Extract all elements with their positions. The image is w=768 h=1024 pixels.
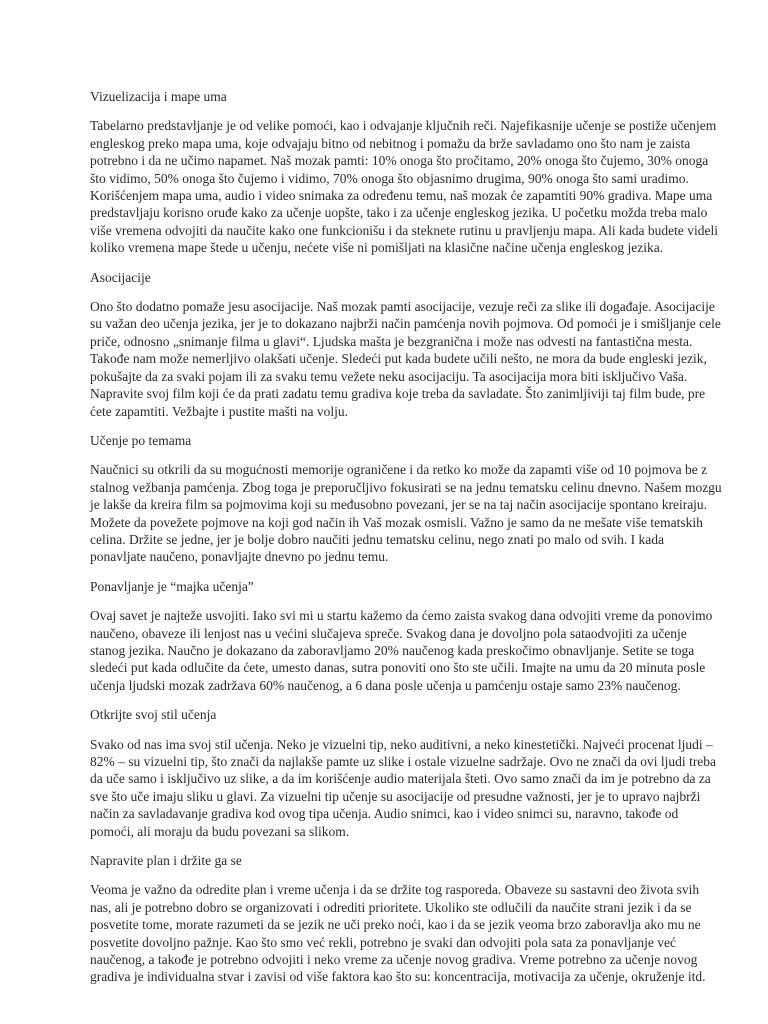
section-paragraph bbox=[90, 461, 722, 565]
paragraph-line: stanog jezika. Naučno je dokazano da zaboravljamo 20% naučenog kada preskočimo obnavljanje. Setite se toga bbox=[90, 642, 695, 658]
paragraph-line: Tabelarno predstavljanje je od velike pomoći, kao i odvajanje ključnih reči. Najefikasnije učenje se postiže učenjem bbox=[90, 118, 717, 134]
paragraph-line: Veoma je važno da odredite plan i vreme učenja i da se držite tog rasporeda. Obaveze su sastavni deo života svih bbox=[90, 882, 700, 898]
paragraph-line: posvetite tome, morate razumeti da se jezik ne uči preko noći, kao i da se jezik veoma brzo zaboravlja ako mu ne bbox=[90, 917, 701, 933]
paragraph-line: Takođe nam može nemerljivo olakšati učenje. Sledeći put kada budete učili nešto, ne mora da bude engleski jezik, bbox=[90, 351, 707, 367]
section-heading: Učenje po temama bbox=[90, 432, 192, 448]
section-heading: Vizuelizacija i mape uma bbox=[90, 89, 227, 104]
section-paragraph bbox=[90, 298, 721, 420]
paragraph-line: Napravite svoj film koji će da prati zadatu temu gradiva koje treba da savladate. Što zanimljiviji taj film bude, pre bbox=[90, 386, 706, 402]
section-heading: Ponavljanje je “majka učenja” bbox=[90, 578, 254, 594]
section-heading: Otkrijte svoj stil učenja bbox=[90, 707, 217, 723]
paragraph-line: što vidimo, 50% onoga što čujemo i vidimo, 70% onoga što objasnimo drugima, 90% onoga što sami uradimo. bbox=[90, 170, 689, 186]
paragraph-line: učenja ljudski mozak zadržava 60% naučenog, a 6 dana posle učenja u pamćenju ostaje samo 23% naučenog. bbox=[90, 677, 681, 693]
paragraph-line: više vremena odvojiti da naučite kako one funkcionišu i da steknete rutinu u pravljenju mapa. Ali kada budete videli bbox=[90, 222, 718, 238]
paragraph-line: koliko vremena mape štede u učenju, nećete više ni pomišljati na klasične načine učenja engleskog jezika. bbox=[90, 240, 664, 256]
paragraph-line: Naučnici su otkrili da su mogućnosti memorije ograničene i da retko ko može da zapamti više od 10 pojmova be z bbox=[90, 462, 708, 478]
paragraph-line: naučenog, a takođe je potrebno odvojiti i neko vreme za učenje novog gradiva. Vreme potrebno za učenje novog bbox=[90, 952, 698, 968]
paragraph-line: pokušajte da za svaki pojam ili za svaku temu vežete neku asocijaciju. Ta asocijacija mora biti isključivo Vaša. bbox=[90, 368, 688, 384]
paragraph-line: Svako od nas ima svoj stil učenja. Neko je vizuelni tip, neko auditivni, a neko kinestetički. Najveći procenat ljudi – bbox=[90, 736, 713, 752]
paragraph-line: Ono što dodatno pomaže jesu asocijacije. Naš mozak pamti asocijacije, vezuje reči za slike ili događaje. Asocijacije bbox=[90, 299, 715, 315]
section-heading: Asocijacije bbox=[90, 269, 151, 285]
paragraph-line: Ovaj savet je najteže usvojiti. Iako svi mi u startu kažemo da ćemo zaista svakog dana odvojiti vreme da ponovimo bbox=[90, 608, 713, 624]
paragraph-line: sve što uče imaju sliku u glavi. Za vizuelni tip učenje su asocijacije od presudne važnosti, jer je to upravo najbrži bbox=[90, 788, 701, 804]
paragraph-line: nas, ali je potrebno dobro se organizovati i odrediti prioritete. Ukoliko ste odlučili da naučite strani jezik i da se bbox=[90, 899, 692, 915]
paragraph-line: ćete zapamtiti. Vežbajte i pustite mašti na volju. bbox=[90, 403, 349, 419]
document-page bbox=[90, 88, 722, 998]
paragraph-line: gradiva je individualna stvar i zavisi od više faktora kao što su: koncentracija, motivacija za učenje, okruženje itd. bbox=[90, 969, 706, 985]
paragraph-line: engleskog preko mapa uma, koje odvajaju bitno od nebitnog i pomažu da brže savladamo ono što nam je zaista bbox=[90, 135, 691, 151]
paragraph-line: je lakše da kreira film sa pojmovima koji su međusobno povezani, jer se na taj način asocijacije spontano kreiraju. bbox=[90, 497, 708, 513]
paragraph-line: ponavljate naučeno, ponavljajte dnevno po jednu temu. bbox=[90, 549, 389, 565]
section-paragraph bbox=[90, 117, 718, 256]
paragraph-line: da uče samo i isključivo uz slike, a da im korišćenje audio materijala šteti. Ovo samo znači da im je potrebno da za bbox=[90, 771, 711, 787]
paragraph-line: 82% – su vizuelni tip, što znači da najlakše pamte uz slike i ostale vizuelne sadržaje. Ovo ne znači da ovi ljudi treba bbox=[90, 754, 717, 769]
paragraph-line: stalnog vežbanja pamćenja. Zbog toga je preporučljivo fokusirati se na jednu tematsku celinu dnevno. Našem mozgu bbox=[90, 479, 722, 495]
paragraph-line: potrebno i da ne učimo napamet. Naš mozak pamti: 10% onoga što pročitamo, 20% onoga što čujemo, 30% onoga bbox=[90, 153, 709, 169]
section-heading: Napravite plan i držite ga se bbox=[90, 853, 242, 869]
paragraph-line: Možete da povežete pojmove na koji god način ih Vaš mozak osmisli. Važno je samo da ne mešate više tematskih bbox=[90, 514, 703, 530]
paragraph-line: celina. Držite se jedne, jer je bolje dobro naučiti jednu tematsku celinu, nego znati po malo od svih. I kada bbox=[90, 531, 664, 547]
paragraph-line: sledeći put kada odlučite da ćete, umesto danas, sutra ponoviti ono što ste učili. Imajte na umu da 20 minuta posle bbox=[90, 660, 706, 676]
section-paragraph bbox=[90, 607, 713, 694]
section-paragraph bbox=[90, 736, 717, 840]
paragraph-line: Korišćenjem mapa uma, audio i video snimaka za određenu temu, naš mozak će zapamtiti 90% gradiva. Mape uma bbox=[90, 188, 713, 204]
paragraph-line: pomoći, ali moraju da budu povezani sa slikom. bbox=[90, 823, 350, 839]
paragraph-line: su važan deo učenja jezika, jer je to dokazano najbrži način pamćenja novih pojmova. Od pomoći je i smišljanje cele bbox=[90, 316, 721, 332]
section-paragraph bbox=[90, 881, 706, 985]
paragraph-line: naučeno, obaveze ili lenjost nas u većini slučajeva spreče. Svakog dana je dovoljno pola sataodvojiti za učenje bbox=[90, 625, 687, 641]
paragraph-line: način za savladavanje gradiva kod ovog tipa učenja. Audio snimci, kao i video snimci su, naravno, takođe od bbox=[90, 806, 679, 822]
paragraph-line: predstavljaju korisno oruđe kako za učenje uopšte, tako i za učenje engleskog jezika. U početku možda treba malo bbox=[90, 205, 708, 221]
paragraph-line: posvetite dovoljno pažnje. Kao što smo već rekli, potrebno je svaki dan odvojiti pola sata za ponavljanje već bbox=[90, 934, 676, 950]
paragraph-line: priče, odnosno „snimanje filma u glavi“. Ljudska mašta je bezgranična i može nas odvesti na fantastična mesta. bbox=[90, 333, 693, 349]
